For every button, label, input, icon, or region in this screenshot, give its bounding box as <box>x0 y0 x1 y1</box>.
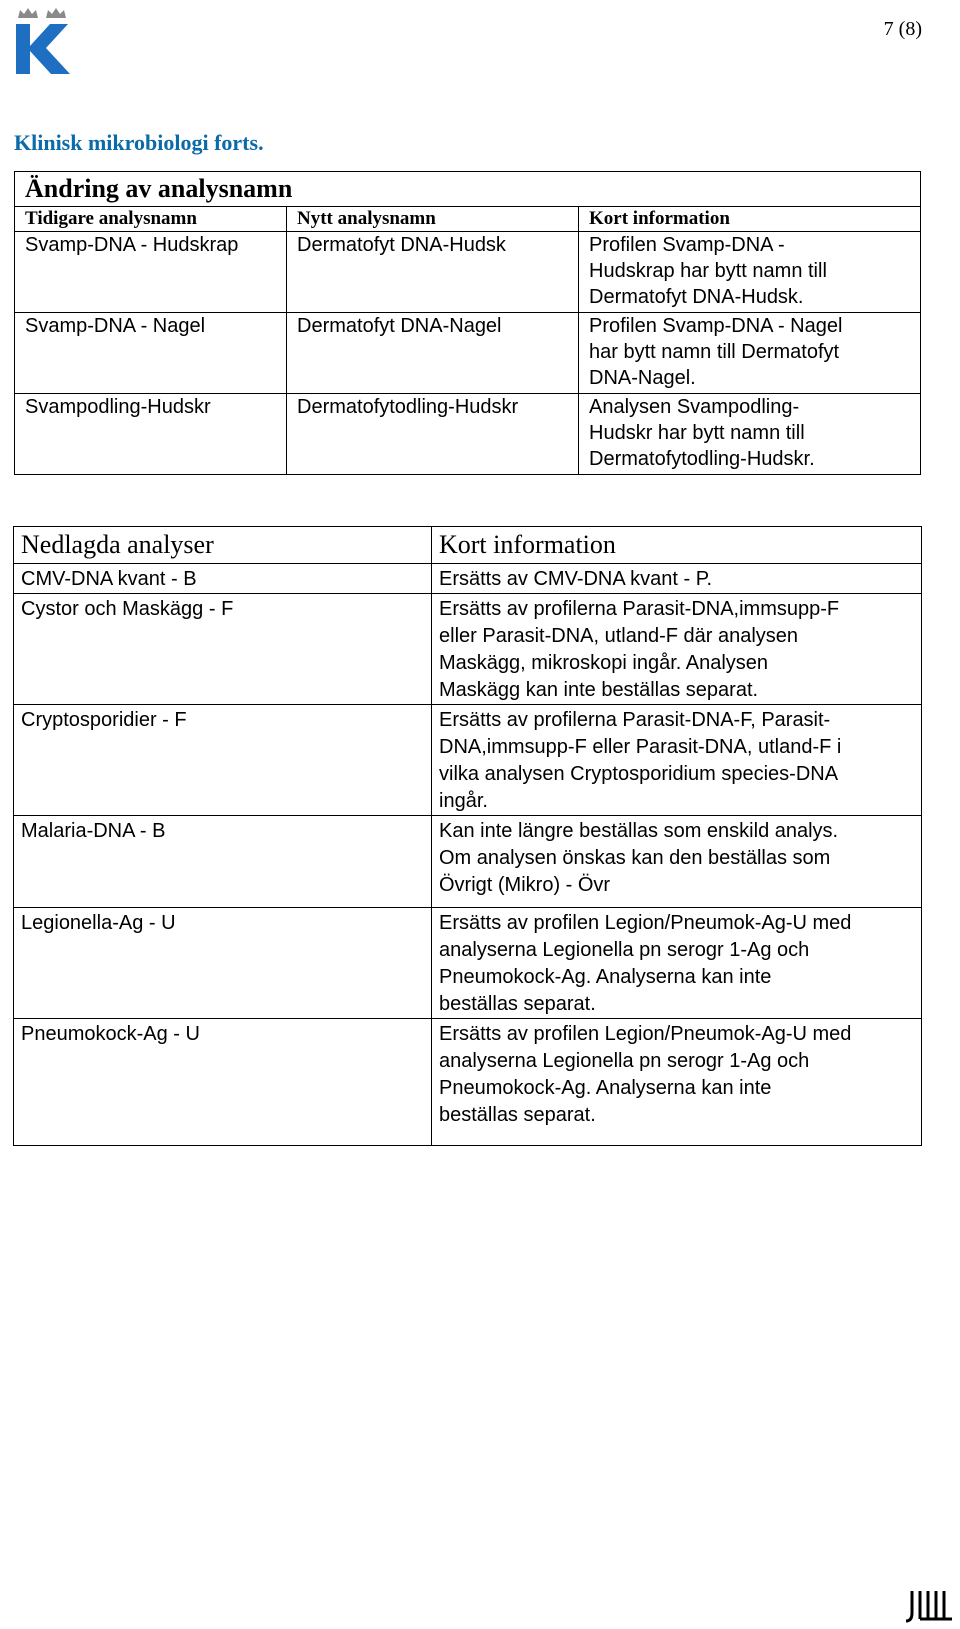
info-line: Hudskrap har bytt namn till <box>589 260 827 282</box>
new-name-cell: Dermatofyt DNA-Hudsk <box>287 232 579 313</box>
info-line: Ersätts av profilerna Parasit-DNA-F, Parasit- <box>439 709 831 731</box>
column-header-discontinued: Nedlagda analyser <box>14 527 432 564</box>
column-header-info: Kort information <box>432 527 922 564</box>
section-title: Klinisk mikrobiologi forts. <box>14 130 264 155</box>
logo-k-letter <box>16 24 70 74</box>
table-row <box>14 564 922 594</box>
info-cell <box>579 313 921 394</box>
spacer <box>439 899 914 907</box>
info-line: Övrigt (Mikro) - Övr <box>439 874 611 896</box>
rename-table-caption: Ändring av analysnamn <box>15 172 921 207</box>
info-cell <box>432 1019 922 1146</box>
crown-icon <box>18 8 66 18</box>
info-line: beställas separat. <box>439 993 596 1015</box>
analysis-name-cell: Malaria-DNA - B <box>14 816 432 908</box>
info-cell <box>432 908 922 1019</box>
old-name-cell: Svamp-DNA - Hudskrap <box>15 232 287 313</box>
info-cell <box>579 394 921 475</box>
info-line: analyserna Legionella pn serogr 1-Ag och <box>439 939 810 961</box>
table-row <box>14 1019 922 1146</box>
info-line: Analysen Svampodling- <box>589 396 800 418</box>
new-name-cell: Dermatofytodling-Hudskr <box>287 394 579 475</box>
info-line: har bytt namn till Dermatofyt <box>589 341 840 363</box>
info-cell <box>432 594 922 705</box>
karolinska-logo <box>14 4 70 76</box>
column-header-info: Kort information <box>579 207 921 232</box>
info-line: vilka analysen Cryptosporidium species-DNA <box>439 763 839 785</box>
analysis-name-cell: Legionella-Ag - U <box>14 908 432 1019</box>
info-line: beställas separat. <box>439 1104 596 1126</box>
table-row <box>14 594 922 705</box>
info-line: Dermatofytodling-Hudskr. <box>589 448 815 470</box>
info-line: Om analysen önskas kan den beställas som <box>439 847 831 869</box>
rename-table <box>14 171 921 475</box>
info-line: Pneumokock-Ag. Analyserna kan inte <box>439 966 772 988</box>
info-line: Ersätts av profilerna Parasit-DNA,immsupp-F <box>439 598 840 620</box>
analysis-name-cell: CMV-DNA kvant - B <box>14 564 432 594</box>
spacer <box>439 1129 914 1145</box>
info-cell <box>432 705 922 816</box>
table-row <box>15 232 921 313</box>
info-line: Hudskr har bytt namn till <box>589 422 805 444</box>
info-line: Maskägg, mikroskopi ingår. Analysen <box>439 652 769 674</box>
table-row <box>14 816 922 908</box>
info-line: analyserna Legionella pn serogr 1-Ag och <box>439 1050 810 1072</box>
table-row <box>15 313 921 394</box>
info-line: eller Parasit-DNA, utland-F där analysen <box>439 625 799 647</box>
table-row <box>15 394 921 475</box>
info-line: Ersätts av CMV-DNA kvant - P. <box>439 568 713 590</box>
info-line: Maskägg kan inte beställas separat. <box>439 679 759 701</box>
column-header-old-name: Tidigare analysnamn <box>15 207 287 232</box>
info-line: Ersätts av profilen Legion/Pneumok-Ag-U med <box>439 1023 852 1045</box>
info-line: Kan inte längre beställas som enskild analys. <box>439 820 839 842</box>
analysis-name-cell: Cryptosporidier - F <box>14 705 432 816</box>
info-line: Profilen Svamp-DNA - Nagel <box>589 315 843 337</box>
info-line: Dermatofyt DNA-Hudsk. <box>589 286 804 308</box>
table-row <box>14 705 922 816</box>
info-line: Profilen Svamp-DNA - <box>589 234 785 256</box>
info-cell <box>432 564 922 594</box>
info-line: DNA,immsupp-F eller Parasit-DNA, utland-F i <box>439 736 842 758</box>
info-cell <box>432 816 922 908</box>
info-line: ingår. <box>439 790 488 812</box>
table-row <box>14 908 922 1019</box>
old-name-cell: Svamp-DNA - Nagel <box>15 313 287 394</box>
info-line: DNA-Nagel. <box>589 367 696 389</box>
discontinued-table <box>13 526 922 1146</box>
page-number: 7 (8) <box>883 18 922 40</box>
footer-logo-icon <box>906 1589 954 1625</box>
analysis-name-cell: Pneumokock-Ag - U <box>14 1019 432 1146</box>
old-name-cell: Svampodling-Hudskr <box>15 394 287 475</box>
info-line: Pneumokock-Ag. Analyserna kan inte <box>439 1077 772 1099</box>
analysis-name-cell: Cystor och Maskägg - F <box>14 594 432 705</box>
info-cell <box>579 232 921 313</box>
column-header-new-name: Nytt analysnamn <box>287 207 579 232</box>
new-name-cell: Dermatofyt DNA-Nagel <box>287 313 579 394</box>
info-line: Ersätts av profilen Legion/Pneumok-Ag-U med <box>439 912 852 934</box>
